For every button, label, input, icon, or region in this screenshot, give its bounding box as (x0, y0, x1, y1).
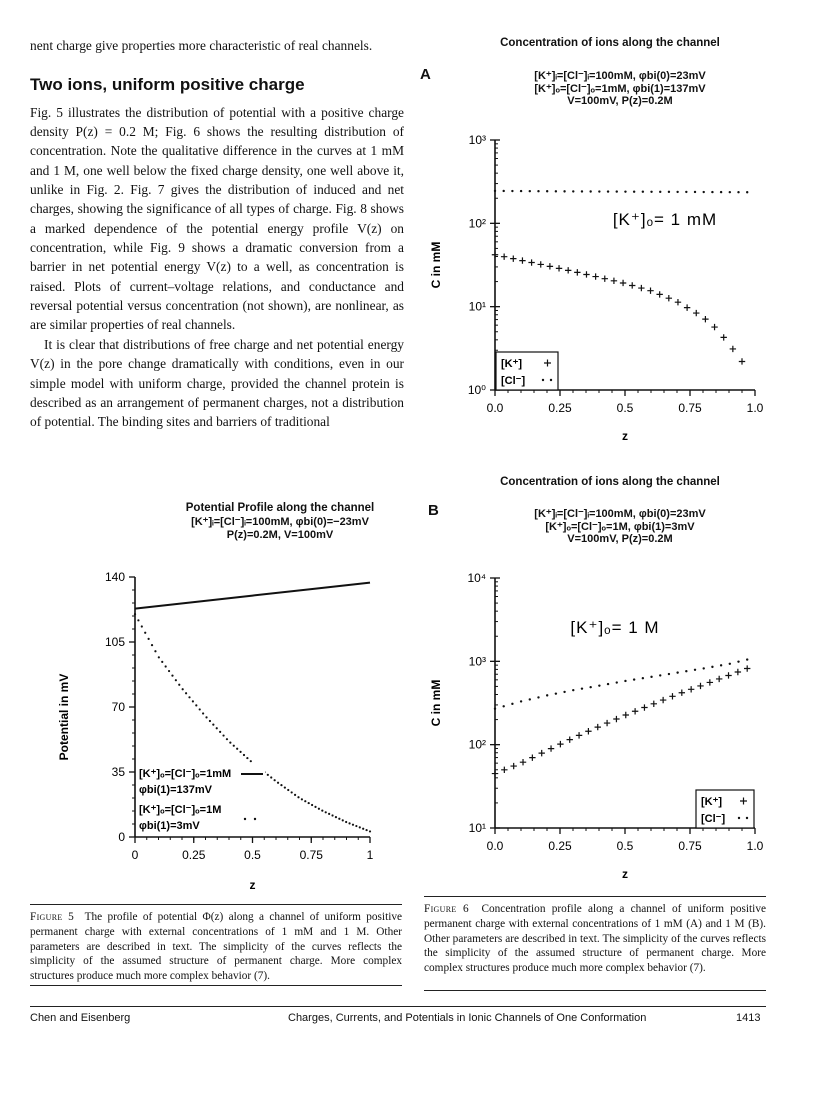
fig5-caption (30, 910, 402, 984)
paragraph-1: Fig. 5 illustrates the distribution of potential with a positive charge density P(z) = 0.2 M; Fig. 6 shows the resulting distribution of concentration. Note the qualitative difference in the curves at 1 mM and 1 M, one well below the fixed charge density, one well above it, unlike in Fig. 2. Fig. 7 gives the distribution of induced and net charges, showing the significance of all types of charge. Fig. 8 shows a marked dependence of the potential energy profile V(z) on concentration, while Fig. 9 shows a dramatic conversion from a barrier in net potential energy V(z) to a well, as concentration is raised. Plots of current–voltage relations, and conductance and reversal potential versus concentration (not shown), are nonlinear, as are similar properties of real channels. (30, 104, 404, 333)
k-point (688, 686, 694, 692)
series-point-1M (175, 679, 177, 681)
cl-point (502, 190, 504, 192)
fig6a-params (470, 70, 770, 108)
section-heading: Two ions, uniform positive charge (30, 75, 305, 95)
k-point (641, 704, 647, 710)
k-point (679, 690, 685, 696)
fig6a-param-line-1: [K⁺]ᵢ=[Cl⁻]ᵢ=100mM, φbi(0)=23mV (534, 70, 706, 82)
cl-point (581, 190, 583, 192)
k-point (669, 693, 675, 699)
k-point (510, 763, 516, 769)
series-point-1M (274, 779, 276, 781)
series-point-1M (348, 822, 350, 824)
cl-point (729, 663, 731, 665)
series-line-1mM (135, 583, 370, 609)
y-tick-label: 10³ (468, 654, 486, 669)
cl-point (537, 696, 539, 698)
cl-point (703, 667, 705, 669)
k-point (519, 257, 525, 263)
series-point-1M (308, 802, 310, 804)
cl-point (659, 191, 661, 193)
y-tick-label: 10³ (468, 133, 486, 147)
y-axis-label: Potential in mV (57, 673, 71, 761)
k-point (660, 697, 666, 703)
cl-point (624, 680, 626, 682)
series-point-1M (141, 625, 143, 627)
series-point-1M (233, 745, 235, 747)
k-point (675, 299, 681, 305)
cl-point (642, 191, 644, 193)
series-point-1M (182, 688, 184, 690)
cl-point (502, 705, 504, 707)
fig5-caption-label: Figure 5 (30, 911, 75, 923)
cl-point (607, 190, 609, 192)
cl-point (581, 687, 583, 689)
k-point (702, 316, 708, 322)
concentration-annotation: [K⁺]ₒ= 1 M (570, 618, 660, 637)
series-point-1M (321, 810, 323, 812)
series-point-1M (338, 818, 340, 820)
page-number: 1413 (736, 1012, 761, 1024)
series-point-1M (158, 656, 160, 658)
series-point-1M (342, 819, 344, 821)
fig5-caption-text: The profile of potential Φ(z) along a channel of uniform positive permanent charge with external concentrations of 1 mM and 1 M. Other parameters are described in text. The simplicity of the curves reflects the simplicity of the assumed structure of permanent charge. More complex structures produce much more complex behavior (7). (30, 911, 403, 983)
series-point-1M (195, 704, 197, 706)
fig6b-param-line-3: V=100mV, P(z)=0.2M (567, 533, 673, 545)
k-point (585, 728, 591, 734)
cl-point (633, 190, 635, 192)
fig6b-panel-label: B (428, 502, 439, 519)
k-point (716, 676, 722, 682)
cl-point (694, 191, 696, 193)
concentration-annotation: [K⁺]ₒ= 1 mM (612, 210, 718, 229)
fig6b-params (470, 508, 770, 546)
y-tick-label: 10⁰ (467, 383, 486, 397)
cl-point (572, 190, 574, 192)
series-point-1M (362, 828, 364, 830)
series-point-1M (352, 824, 354, 826)
fig6a-chart (410, 120, 790, 440)
legend-label-k: [K⁺] (701, 796, 723, 808)
fig5-title: Potential Profile along the channel (185, 502, 375, 514)
cl-point (529, 190, 531, 192)
cl-point (529, 698, 531, 700)
cl-point (546, 694, 548, 696)
k-point (693, 310, 699, 316)
series-point-1M (318, 808, 320, 810)
series-point-1M (365, 829, 367, 831)
k-point (501, 253, 507, 259)
cl-point (511, 190, 513, 192)
k-point (592, 273, 598, 279)
series-point-1M (199, 708, 201, 710)
series-point-1M (216, 727, 218, 729)
x-tick-label: 0.5 (616, 839, 634, 853)
cl-point (607, 683, 609, 685)
k-point (656, 291, 662, 297)
fig6a-panel-label: A (420, 66, 431, 83)
x-tick-label: 1.0 (746, 401, 764, 415)
cl-point (555, 692, 557, 694)
series-point-1M (345, 821, 347, 823)
x-tick-label: 0.0 (486, 839, 504, 853)
k-point (602, 275, 608, 281)
series-point-1M (185, 692, 187, 694)
k-point (529, 754, 535, 760)
cl-point (746, 191, 748, 193)
cl-point (598, 190, 600, 192)
cl-point (676, 671, 678, 673)
series-point-1M (148, 638, 150, 640)
k-point (538, 261, 544, 267)
x-tick-label: 0.0 (486, 401, 504, 415)
cl-point (633, 678, 635, 680)
cl-point (555, 190, 557, 192)
footer-running-title: Charges, Currents, and Potentials in Ionic Channels of One Conformation (288, 1012, 647, 1024)
x-tick-label: 0 (131, 848, 139, 862)
k-point (629, 282, 635, 288)
series-point-1M (304, 800, 306, 802)
k-point (520, 759, 526, 765)
fig6b-chart (410, 558, 790, 883)
series-point-1M (165, 665, 167, 667)
legend-label-cl: [Cl⁻] (701, 813, 726, 825)
x-tick-label: 0.75 (299, 848, 323, 862)
x-tick-label: 0.5 (244, 848, 261, 862)
series-point-1M (355, 825, 357, 827)
y-tick-label: 105 (104, 635, 125, 649)
series-point-1M (280, 784, 282, 786)
footer-authors: Chen and Eisenberg (30, 1012, 131, 1024)
series-point-1M (331, 814, 333, 816)
fig6b-param-line-1: [K⁺]ᵢ=[Cl⁻]ᵢ=100mM, φbi(0)=23mV (534, 508, 706, 520)
caption-rule-left (30, 904, 402, 905)
series-point-1M (171, 675, 173, 677)
intro-line: nent charge give properties more characteristic of real channels. (30, 38, 373, 53)
y-tick-label: 35 (111, 765, 125, 779)
series-point-1M (205, 716, 207, 718)
series-point-1M (311, 804, 313, 806)
cl-point (563, 190, 565, 192)
series-point-1M (277, 782, 279, 784)
fig6-caption-text: Concentration profile along a channel of uniform positive permanent charge with external concentrations of 1 mM (A) and 1 M (B). Other parameters are described in text. The simplicity of the curves reflects the simplicity of the assumed structure of permanent charge. More complex structures produce much more complex behavior (7). (424, 903, 766, 975)
fig5-param-line-1: [K⁺]ᵢ=[Cl⁻]ᵢ=100mM, φbi(0)=−23mV (191, 516, 369, 528)
x-tick-label: 0.5 (616, 401, 634, 415)
cl-point (563, 691, 565, 693)
k-point (539, 750, 545, 756)
legend-label-1mM-b: φbi(1)=137mV (139, 784, 212, 796)
series-point-1M (301, 798, 303, 800)
legend-marker-dot (244, 818, 246, 820)
legend-label-1mM-a: [K⁺]ₒ=[Cl⁻]ₒ=1mM (139, 768, 232, 780)
legend-marker-dot (254, 818, 256, 820)
legend-marker-cl (550, 379, 552, 381)
cl-point (650, 676, 652, 678)
cl-point (537, 190, 539, 192)
cl-point (598, 684, 600, 686)
series-point-1M (314, 806, 316, 808)
x-axis-label: z (622, 429, 628, 440)
k-point (711, 324, 717, 330)
series-point-1M (359, 826, 361, 828)
k-point (583, 271, 589, 277)
series-point-1M (219, 731, 221, 733)
k-point (739, 358, 745, 364)
k-point (510, 255, 516, 261)
series-point-1M (236, 748, 238, 750)
fig5-params (110, 516, 450, 541)
k-point (744, 665, 750, 671)
caption-rule-right-bottom (424, 990, 766, 991)
k-point (557, 741, 563, 747)
series-point-1M (294, 794, 296, 796)
caption-rule-right (424, 896, 766, 897)
series-point-1M (287, 789, 289, 791)
cl-point (711, 191, 713, 193)
legend-label-1M-b: φbi(1)=3mV (139, 820, 200, 832)
k-point (528, 259, 534, 265)
series-point-1M (284, 786, 286, 788)
series-point-1M (291, 791, 293, 793)
y-tick-label: 140 (104, 570, 125, 584)
k-point (735, 669, 741, 675)
series-point-1M (226, 738, 228, 740)
k-point (567, 736, 573, 742)
y-tick-label: 10¹ (468, 821, 486, 835)
x-tick-label: 0.25 (182, 848, 206, 862)
x-axis-label: z (622, 867, 628, 881)
k-point (611, 278, 617, 284)
k-point (604, 720, 610, 726)
x-tick-label: 0.25 (548, 401, 572, 415)
cl-point (589, 190, 591, 192)
k-point (721, 334, 727, 340)
legend-marker-cl (738, 817, 740, 819)
cl-point (729, 191, 731, 193)
cl-point (589, 686, 591, 688)
series-point-1M (178, 684, 180, 686)
k-point (666, 295, 672, 301)
series-point-1M (328, 813, 330, 815)
legend-label-k: [K⁺] (501, 358, 523, 370)
cl-point (685, 670, 687, 672)
fig5-chart (30, 565, 410, 900)
cl-point (737, 660, 739, 662)
cl-point (511, 703, 513, 705)
x-tick-label: 1.0 (746, 839, 764, 853)
cl-point (616, 190, 618, 192)
x-axis-label: z (249, 878, 256, 892)
k-point (730, 346, 736, 352)
series-point-1M (270, 776, 272, 778)
cl-point (720, 664, 722, 666)
series-point-1M (239, 751, 241, 753)
k-point (547, 263, 553, 269)
cl-point (520, 190, 522, 192)
series-point-1M (209, 720, 211, 722)
fig6b-param-line-2: [K⁺]ₒ=[Cl⁻]ₒ=1M, φbi(1)=3mV (545, 520, 695, 533)
cl-point (668, 673, 670, 675)
series-point-1M (137, 619, 139, 621)
series-point-1M (246, 757, 248, 759)
k-point (548, 745, 554, 751)
series-point-1M (369, 830, 371, 832)
x-tick-label: 1 (366, 848, 374, 862)
cl-point (624, 190, 626, 192)
cl-point (572, 689, 574, 691)
cl-point (711, 666, 713, 668)
k-point (651, 701, 657, 707)
paragraph-2: It is clear that distributions of free charge and net potential energy V(z) in the pore change dramatically with conditions, even in our simple model with uniform charge, provided the channel protein is described as an arrangement of permanent charges, not a distribution of potential. The binding sites and barriers of traditional (30, 336, 404, 430)
y-axis-label: C in mM (429, 241, 443, 289)
y-axis-label: C in mM (429, 679, 443, 727)
text-column (30, 36, 404, 432)
cl-point (659, 674, 661, 676)
series-point-1M (168, 670, 170, 672)
series-point-1M (267, 774, 269, 776)
cl-point (720, 191, 722, 193)
k-point (623, 712, 629, 718)
series-point-1M (151, 644, 153, 646)
cl-point (703, 191, 705, 193)
k-point (697, 683, 703, 689)
y-tick-label: 10² (468, 216, 486, 231)
cl-point (520, 700, 522, 702)
legend-marker-cl (746, 817, 748, 819)
series-point-1M (202, 712, 204, 714)
k-point (620, 280, 626, 286)
k-point (684, 304, 690, 310)
cl-point (642, 677, 644, 679)
series-point-1M (144, 632, 146, 634)
cl-point (616, 681, 618, 683)
fig6a-title: Concentration of ions along the channel (500, 37, 720, 49)
k-point (725, 672, 731, 678)
cl-point (494, 190, 496, 192)
series-point-1M (161, 661, 163, 663)
series-point-1M (134, 613, 136, 615)
legend-marker-cl (542, 379, 544, 381)
y-tick-label: 10¹ (468, 299, 486, 314)
cl-point (737, 191, 739, 193)
cl-point (668, 191, 670, 193)
series-point-1M (243, 754, 245, 756)
y-tick-label: 10⁴ (467, 571, 486, 585)
x-tick-label: 0.75 (678, 401, 702, 415)
k-point (565, 267, 571, 273)
k-point (647, 287, 653, 293)
cl-point (546, 190, 548, 192)
x-tick-label: 0.25 (548, 839, 572, 853)
fig6b-title: Concentration of ions along the channel (500, 476, 720, 488)
footer-rule (30, 1006, 766, 1007)
cl-point (746, 658, 748, 660)
legend-label-1M-a: [K⁺]ₒ=[Cl⁻]ₒ=1M (139, 804, 222, 816)
series-point-1M (335, 816, 337, 818)
series-point-1M (229, 741, 231, 743)
k-point (556, 265, 562, 271)
fig5-param-line-2: P(z)=0.2M, V=100mV (226, 528, 334, 541)
series-point-1M (222, 734, 224, 736)
cl-point (685, 191, 687, 193)
cl-point (694, 669, 696, 671)
cl-point (494, 708, 496, 710)
series-point-1M (325, 811, 327, 813)
k-point (576, 732, 582, 738)
k-point (613, 716, 619, 722)
series-point-1M (250, 760, 252, 762)
cl-point (676, 191, 678, 193)
y-tick-label: 10² (468, 737, 486, 752)
fig6-caption (424, 902, 766, 976)
y-tick-label: 0 (118, 830, 125, 844)
caption-rule-left-bottom (30, 985, 402, 986)
x-tick-label: 0.75 (678, 839, 702, 853)
legend-label-cl: [Cl⁻] (501, 375, 526, 387)
k-point (707, 679, 713, 685)
k-point (501, 767, 507, 773)
k-point (632, 708, 638, 714)
k-point (638, 285, 644, 291)
series-point-1M (192, 700, 194, 702)
fig6-caption-label: Figure 6 (424, 903, 469, 915)
series-point-1M (188, 696, 190, 698)
k-point (574, 269, 580, 275)
series-point-1M (154, 650, 156, 652)
y-tick-label: 70 (111, 700, 125, 714)
fig6a-param-line-3: V=100mV, P(z)=0.2M (567, 95, 673, 107)
series-point-1M (212, 724, 214, 726)
series-point-1M (297, 796, 299, 798)
cl-point (650, 191, 652, 193)
fig6a-param-line-2: [K⁺]ₒ=[Cl⁻]ₒ=1mM, φbi(1)=137mV (534, 82, 706, 95)
k-point (595, 724, 601, 730)
k-point (492, 770, 498, 776)
